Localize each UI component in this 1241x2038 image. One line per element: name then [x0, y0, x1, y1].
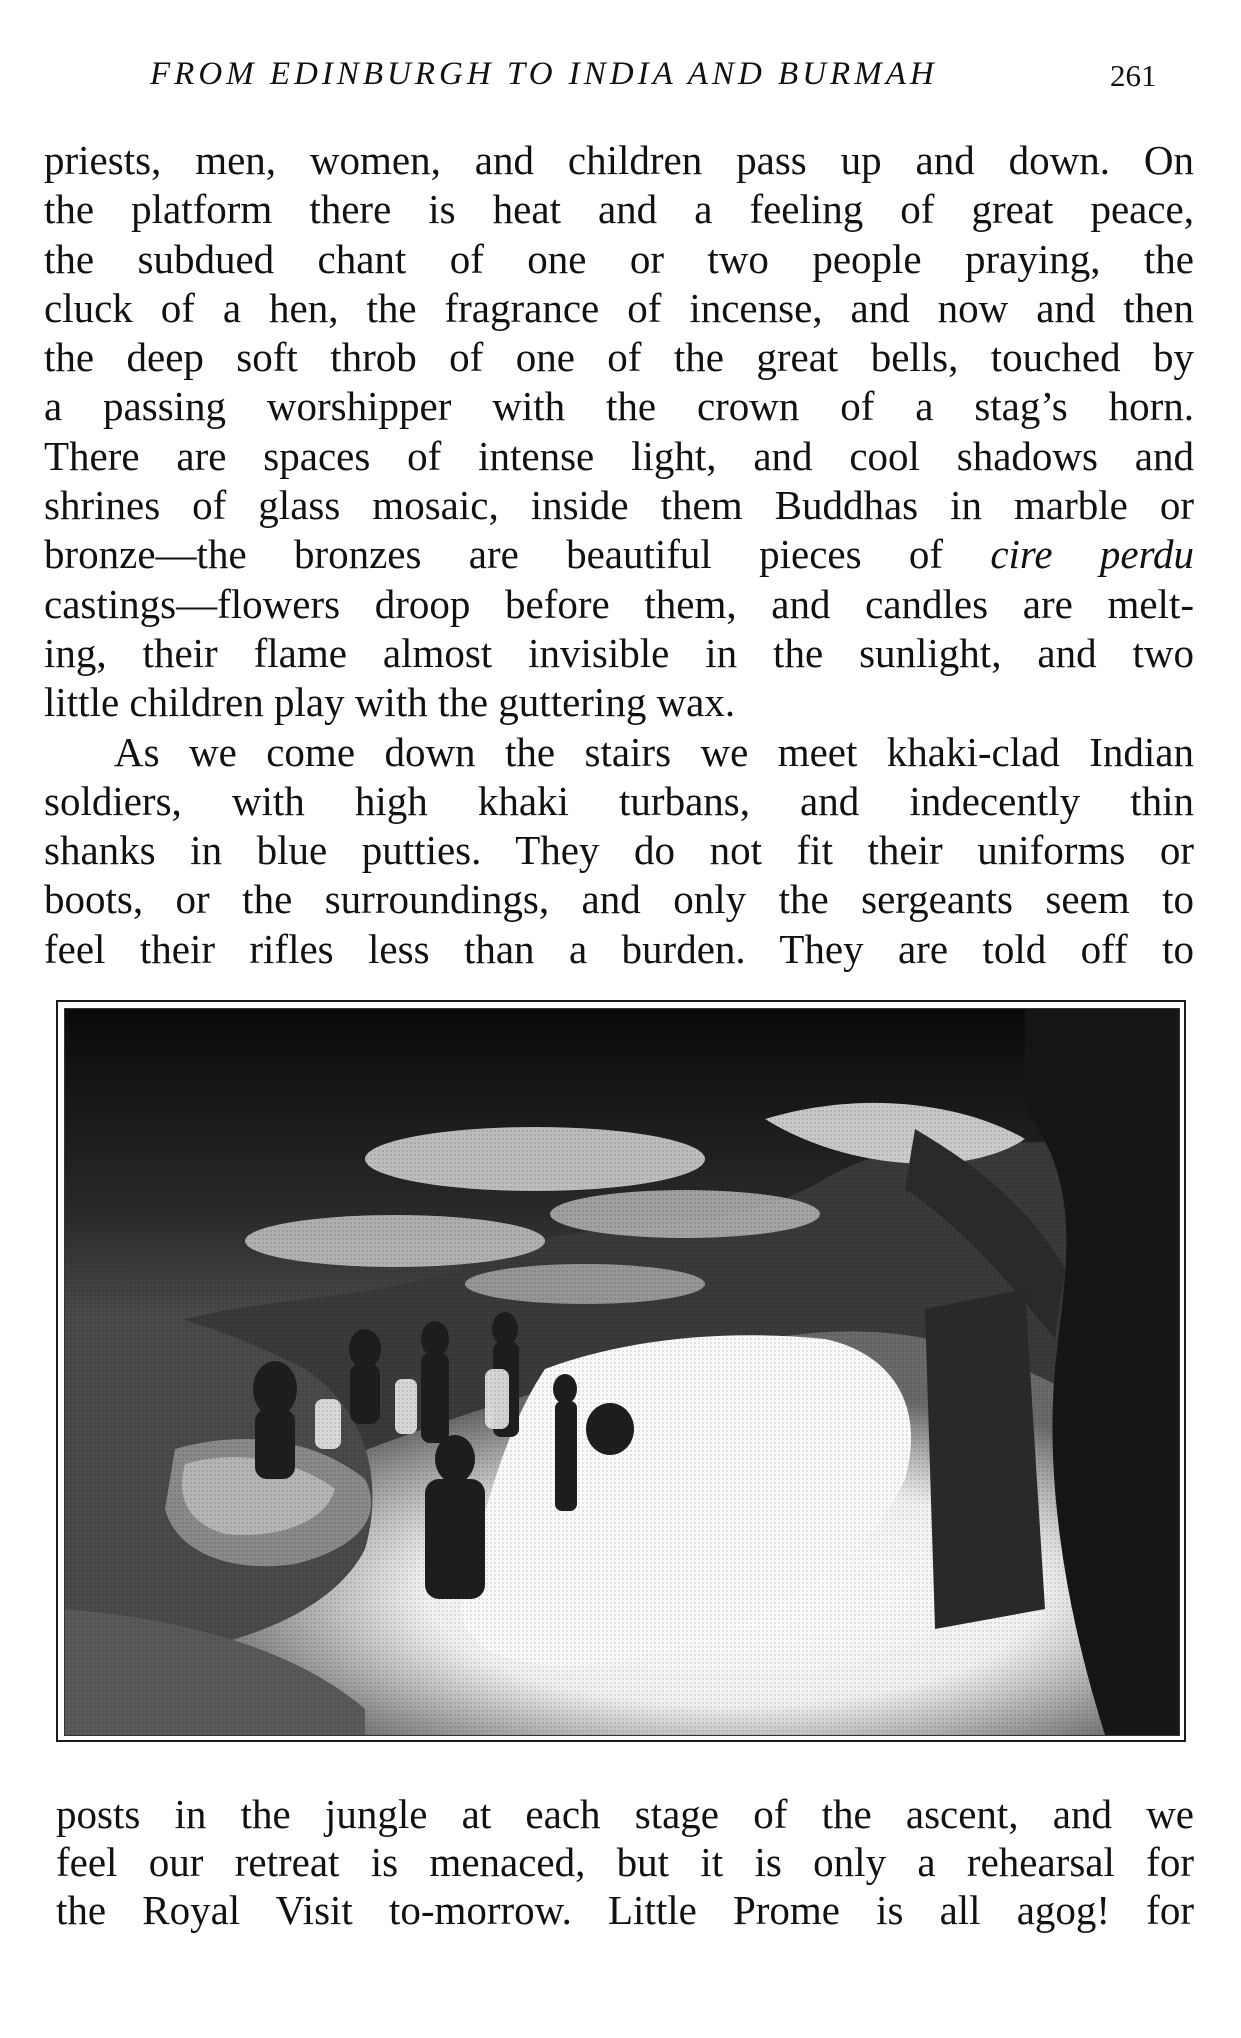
- paragraph-first-line: [44, 728, 1194, 777]
- text-line: shanks in blue putties. They do not fit their uniforms or: [44, 827, 1194, 874]
- text-segment: As we come down the stairs we meet khaki-clad Indian: [114, 728, 1194, 775]
- text-line: the deep soft throb of one of the great bells, touched by: [44, 334, 1194, 381]
- text-line: feel our retreat is menaced, but it is only a rehearsal for: [56, 1839, 1194, 1885]
- text-line: priests, men, women, and children pass up and down. On: [44, 137, 1194, 183]
- text-line: cluck of a hen, the fragrance of incense, and now and then: [44, 284, 1194, 331]
- photograph: [64, 1008, 1180, 1736]
- text-line: ing, their flame almost invisible in the sunlight, and two: [44, 629, 1194, 676]
- text-segment: bronze—the bronzes are beautiful pieces of: [44, 531, 944, 578]
- text-line: the platform there is heat and a feeling of great peace,: [44, 186, 1194, 233]
- text-line: boots, or the surroundings, and only the sergeants seem to: [44, 876, 1194, 923]
- text-line: the Royal Visit to-morrow. Little Prome is all agog! for: [56, 1887, 1194, 1933]
- photograph-svg: [65, 1009, 1179, 1735]
- text-line: There are spaces of intense light, and cool shadows and: [44, 432, 1194, 479]
- text-line: a passing worshipper with the crown of a stag’s horn.: [44, 383, 1194, 430]
- photograph-plate: [56, 1000, 1186, 1742]
- text-line: shrines of glass mosaic, inside them Buddhas in marble or: [44, 482, 1194, 529]
- italic-phrase: cire perdu: [990, 531, 1194, 578]
- paragraph-last-line: little children play with the guttering wax.: [44, 679, 736, 726]
- running-head: [0, 56, 1241, 96]
- body-text-lower: [56, 1790, 1194, 1934]
- text-line: posts in the jungle at each stage of the ascent, and we: [56, 1791, 1194, 1837]
- page-number: 261: [1110, 58, 1157, 93]
- text-line: castings—flowers droop before them, and candles are melt-: [44, 580, 1194, 627]
- text-line: the subdued chant of one or two people praying, the: [44, 235, 1194, 282]
- running-title: FROM EDINBURGH TO INDIA AND BURMAH: [150, 56, 938, 92]
- text-line: feel their rifles less than a burden. They are told off to: [44, 925, 1194, 972]
- text-line: soldiers, with high khaki turbans, and indecently thin: [44, 777, 1194, 824]
- body-text-upper: [44, 136, 1194, 974]
- text-line-with-italic: [44, 530, 1194, 579]
